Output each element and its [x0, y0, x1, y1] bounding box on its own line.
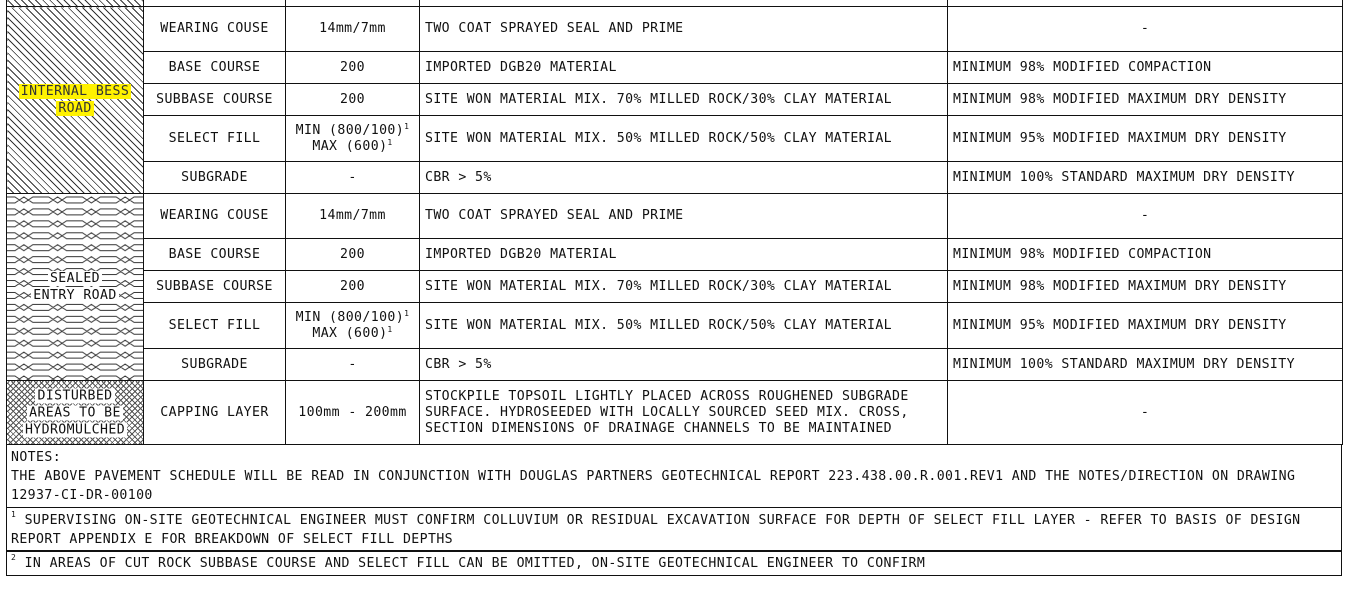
- footnote-marker: 1: [387, 137, 393, 147]
- zone-disturbed-areas: [7, 381, 144, 445]
- material-cell: SITE WON MATERIAL MIX. 50% MILLED ROCK/50% CLAY MATERIAL: [420, 303, 948, 349]
- table-row: [7, 116, 1343, 162]
- thickness-cell: 200: [286, 52, 420, 84]
- compaction-cell: -: [948, 381, 1343, 445]
- table-row: [7, 7, 1343, 52]
- layer-cell: WEARING COUSE: [144, 7, 286, 52]
- footnote-line: [11, 511, 1337, 530]
- footnote-line: REPORT APPENDIX E FOR BREAKDOWN OF SELECT FILL DEPTHS: [11, 531, 453, 547]
- compaction-cell: MINIMUM 95% MODIFIED MAXIMUM DRY DENSITY: [948, 116, 1343, 162]
- table-row: [7, 271, 1343, 303]
- material-line: SECTION DIMENSIONS OF DRAINAGE CHANNELS TO BE MAINTAINED: [425, 420, 893, 436]
- footnote-2: [6, 550, 1342, 576]
- notes-line: THE ABOVE PAVEMENT SCHEDULE WILL BE READ IN CONJUNCTION WITH DOUGLAS PARTNERS GEOTECHNICAL REPORT 223.438.00.R.001.REV1 AND THE NOTES/DIRECTION ON DRAWING: [11, 469, 1296, 484]
- zone-label: [7, 83, 143, 117]
- compaction-cell: MINIMUM 98% MODIFIED MAXIMUM DRY DENSITY: [948, 84, 1343, 116]
- material-cell: TWO COAT SPRAYED SEAL AND PRIME: [420, 7, 948, 52]
- material-cell: CBR > 5%: [420, 162, 948, 194]
- material-cell: SITE WON MATERIAL MIX. 70% MILLED ROCK/30% CLAY MATERIAL: [420, 84, 948, 116]
- table-row: [7, 381, 1343, 445]
- zone-label-line: HYDROMULCHED: [24, 422, 126, 437]
- layer-cell: SUBBASE COURSE: [144, 271, 286, 303]
- material-line: SURFACE. HYDROSEEDED WITH LOCALLY SOURCED SEED MIX. CROSS,: [425, 404, 909, 420]
- notes-heading: NOTES:: [11, 450, 62, 465]
- compaction-cell: MINIMUM 100% STANDARD MAXIMUM DRY DENSITY: [948, 162, 1343, 194]
- compaction-cell: -: [948, 194, 1343, 239]
- zone-internal-bess-road: [7, 7, 144, 194]
- compaction-cell: MINIMUM 98% MODIFIED COMPACTION: [948, 52, 1343, 84]
- thickness-cell: [286, 116, 420, 162]
- layer-cell: SELECT FILL: [144, 303, 286, 349]
- footnote-marker: 1: [404, 308, 410, 318]
- layer-cell: BASE COURSE: [144, 52, 286, 84]
- thickness-cell: -: [286, 349, 420, 381]
- zone-label: [7, 270, 143, 304]
- pavement-schedule: [6, 0, 1342, 576]
- layer-cell: SUBBASE COURSE: [144, 84, 286, 116]
- thickness-min: MIN (800/100): [295, 309, 405, 325]
- footnote-marker: 1: [404, 121, 410, 131]
- layer-cell: CAPPING LAYER: [144, 381, 286, 445]
- material-cell: SITE WON MATERIAL MIX. 70% MILLED ROCK/30% CLAY MATERIAL: [420, 271, 948, 303]
- table-row: [7, 84, 1343, 116]
- table-row: [7, 239, 1343, 271]
- thickness-cell: 200: [286, 84, 420, 116]
- material-cell: IMPORTED DGB20 MATERIAL: [420, 239, 948, 271]
- zone-label-line: DISTURBED: [37, 388, 113, 403]
- compaction-cell: MINIMUM 95% MODIFIED MAXIMUM DRY DENSITY: [948, 303, 1343, 349]
- material-cell: TWO COAT SPRAYED SEAL AND PRIME: [420, 194, 948, 239]
- layer-cell: SELECT FILL: [144, 116, 286, 162]
- zone-label: [7, 387, 143, 438]
- schedule-table: [6, 0, 1343, 445]
- footnote-marker: 1: [11, 509, 17, 519]
- table-row: [7, 349, 1343, 381]
- thickness-min: MIN (800/100): [295, 122, 405, 138]
- material-cell: [420, 381, 948, 445]
- zone-label-line: ENTRY ROAD: [33, 288, 117, 303]
- thickness-cell: 14mm/7mm: [286, 194, 420, 239]
- zone-label-line: ROAD: [58, 101, 92, 116]
- footnote-text: IN AREAS OF CUT ROCK SUBBASE COURSE AND SELECT FILL CAN BE OMITTED, ON-SITE GEOTECHNICAL ENGINEER TO CONFIRM: [24, 556, 926, 571]
- compaction-cell: MINIMUM 100% STANDARD MAXIMUM DRY DENSITY: [948, 349, 1343, 381]
- compaction-cell: -: [948, 7, 1343, 52]
- material-line: STOCKPILE TOPSOIL LIGHTLY PLACED ACROSS ROUGHENED SUBGRADE: [425, 388, 909, 404]
- layer-cell: SUBGRADE: [144, 162, 286, 194]
- compaction-cell: MINIMUM 98% MODIFIED COMPACTION: [948, 239, 1343, 271]
- zone-label-line: SEALED: [49, 271, 101, 286]
- notes-block: [6, 445, 1342, 508]
- thickness-cell: -: [286, 162, 420, 194]
- material-cell: CBR > 5%: [420, 349, 948, 381]
- layer-cell: BASE COURSE: [144, 239, 286, 271]
- zone-label-line: INTERNAL BESS: [20, 84, 130, 99]
- zone-sealed-entry-road: [7, 194, 144, 381]
- table-row: [7, 303, 1343, 349]
- compaction-cell: MINIMUM 98% MODIFIED MAXIMUM DRY DENSITY: [948, 271, 1343, 303]
- thickness-cell: 14mm/7mm: [286, 7, 420, 52]
- thickness-cell: [286, 303, 420, 349]
- thickness-max: MAX (600): [312, 138, 388, 154]
- footnote-line: [11, 554, 1337, 573]
- thickness-cell: 200: [286, 239, 420, 271]
- material-cell: SITE WON MATERIAL MIX. 50% MILLED ROCK/50% CLAY MATERIAL: [420, 116, 948, 162]
- footnote-1: [6, 507, 1342, 552]
- footnote-text: SUPERVISING ON-SITE GEOTECHNICAL ENGINEER MUST CONFIRM COLLUVIUM OR RESIDUAL EXCAVATION SURFACE FOR DEPTH OF SELECT FILL LAYER - REFER TO BASIS OF DESIGN: [24, 512, 1301, 528]
- footnote-marker: 1: [387, 324, 393, 334]
- footnote-marker: 2: [11, 553, 17, 562]
- thickness-cell: 200: [286, 271, 420, 303]
- thickness-max: MAX (600): [312, 325, 388, 341]
- table-row: [7, 52, 1343, 84]
- zone-label-line: AREAS TO BE: [29, 405, 121, 420]
- table-row: [7, 194, 1343, 239]
- layer-cell: SUBGRADE: [144, 349, 286, 381]
- material-cell: IMPORTED DGB20 MATERIAL: [420, 52, 948, 84]
- thickness-cell: 100mm - 200mm: [286, 381, 420, 445]
- table-row: [7, 162, 1343, 194]
- layer-cell: WEARING COUSE: [144, 194, 286, 239]
- notes-line: 12937-CI-DR-00100: [11, 488, 153, 503]
